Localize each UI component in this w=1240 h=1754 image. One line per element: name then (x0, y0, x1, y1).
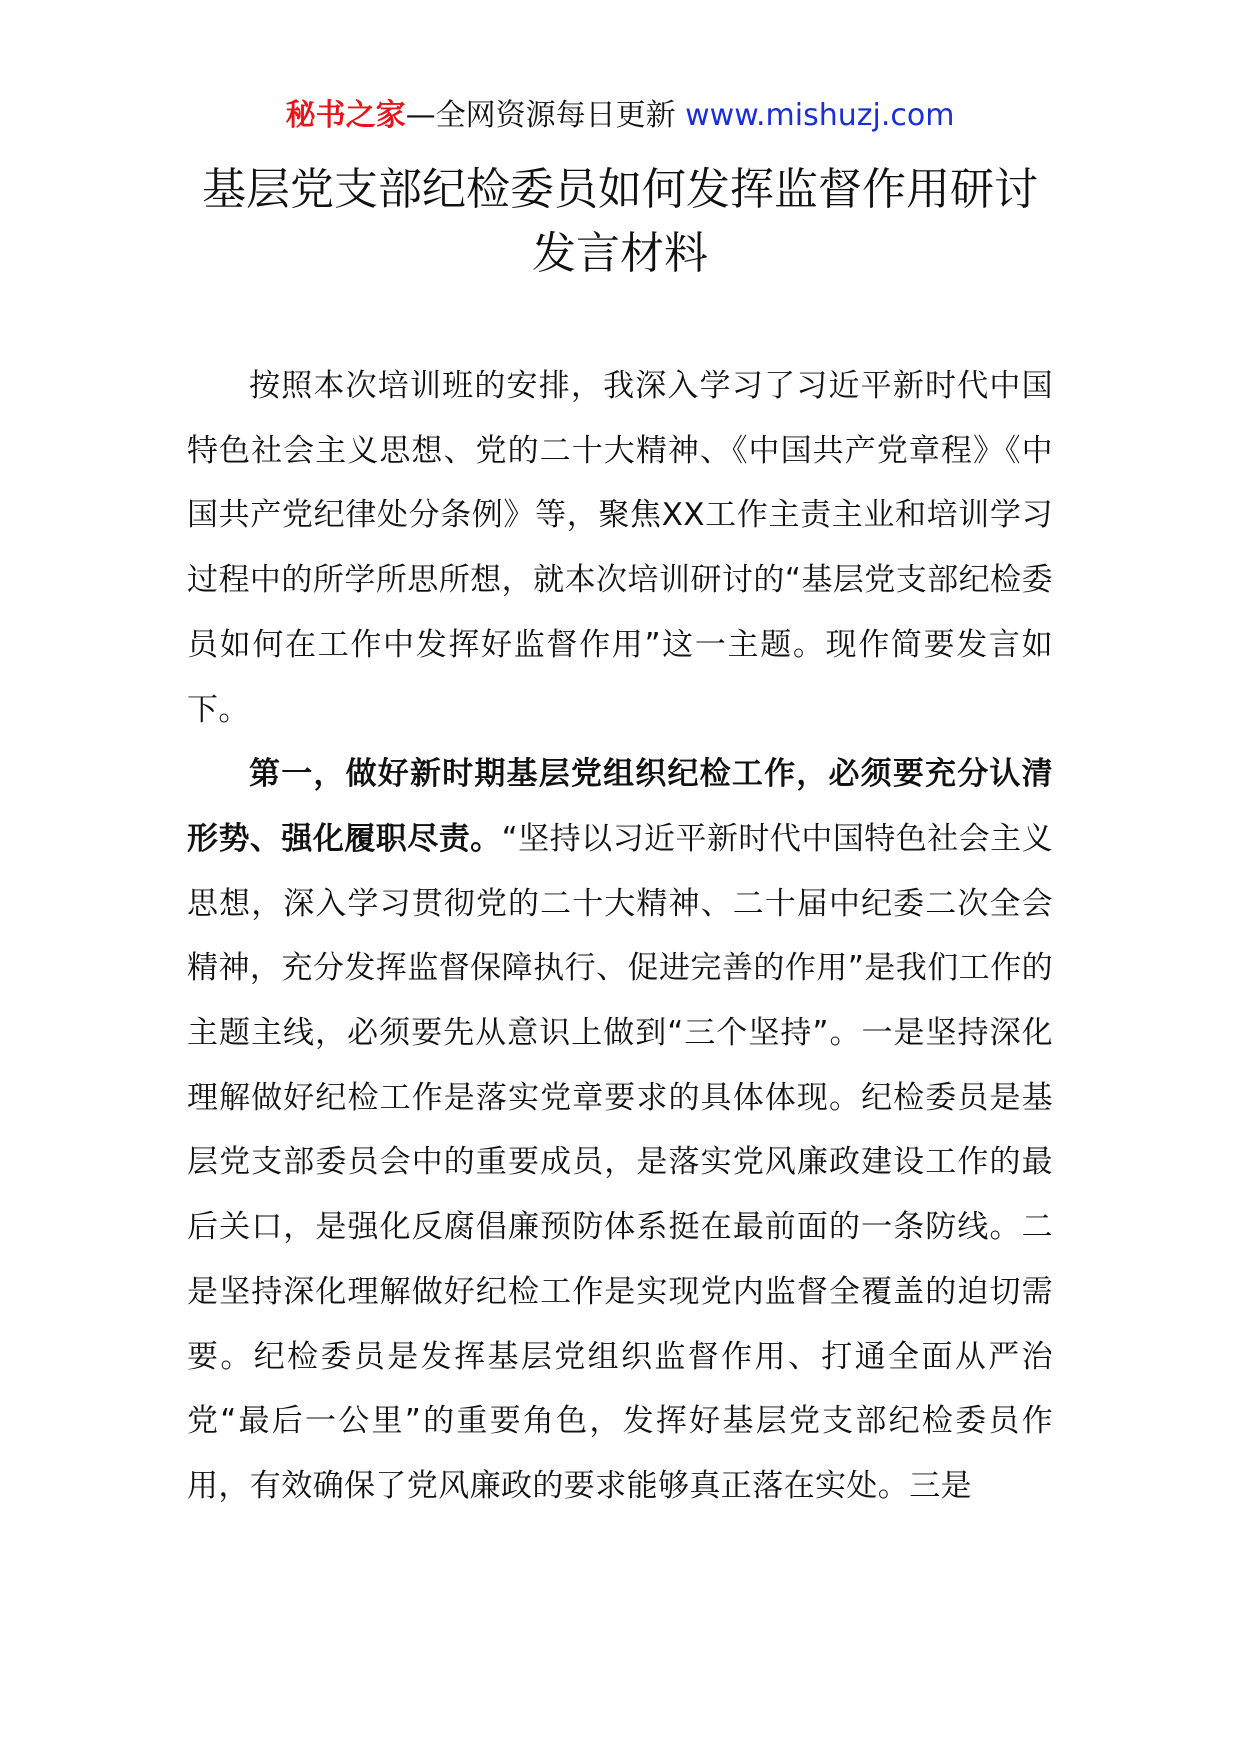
title-line-2: 发言材料 (532, 228, 708, 279)
paragraph-intro-text: 按照本次培训班的安排，我深入学习了习近平新时代中国特色社会主义思想、党的二十大精神、《中国共产党章程》《中国共产党纪律处分条例》等，聚焦XX工作主责主业和培训学习过程中的所学所思所想，就本次培训研讨的“基层党支部纪检委员如何在工作中发挥好监督作用”这一主题。现作简要发言如下。 (187, 368, 1053, 728)
title-line-1: 基层党支部纪检委员如何发挥监督作用研讨 (202, 164, 1038, 215)
page-header (0, 96, 1240, 136)
site-url-link[interactable]: www.mishuzj.com (685, 98, 955, 133)
paragraph-intro (187, 354, 1053, 742)
brand-name: 秘书之家 (285, 98, 406, 133)
paragraph-first-point-text: “坚持以习近平新时代中国特色社会主义思想，深入学习贯彻党的二十大精神、二十届中纪委二次全会精神，充分发挥监督保障执行、促进完善的作用”是我们工作的主题主线，必须要先从意识上做到“三个坚持”。一是坚持深化理解做好纪检工作是落实党章要求的具体体现。纪检委员是基层党支部委员会中的重要成员，是落实党风廉政建设工作的最后关口，是强化反腐倡廉预防体系挺在最前面的一条防线。二是坚持深化理解做好纪检工作是实现党内监督全覆盖的迫切需要。纪检委员是发挥基层党组织监督作用、打通全面从严治党“最后一公里”的重要角色，发挥好基层党支部纪检委员作用，有效确保了党风廉政的要求能够真正落在实处。三是 (187, 820, 1054, 1504)
document-title (0, 158, 1240, 286)
document-body (187, 354, 1053, 1519)
paragraph-first-point (187, 742, 1053, 1518)
header-tagline: —全网资源每日更新 (405, 98, 686, 133)
paragraph-first-point-lead: 第一，做好新时期基层党组织纪检工作，必须要充分认清形势、强化履职尽责。 (187, 756, 1053, 857)
